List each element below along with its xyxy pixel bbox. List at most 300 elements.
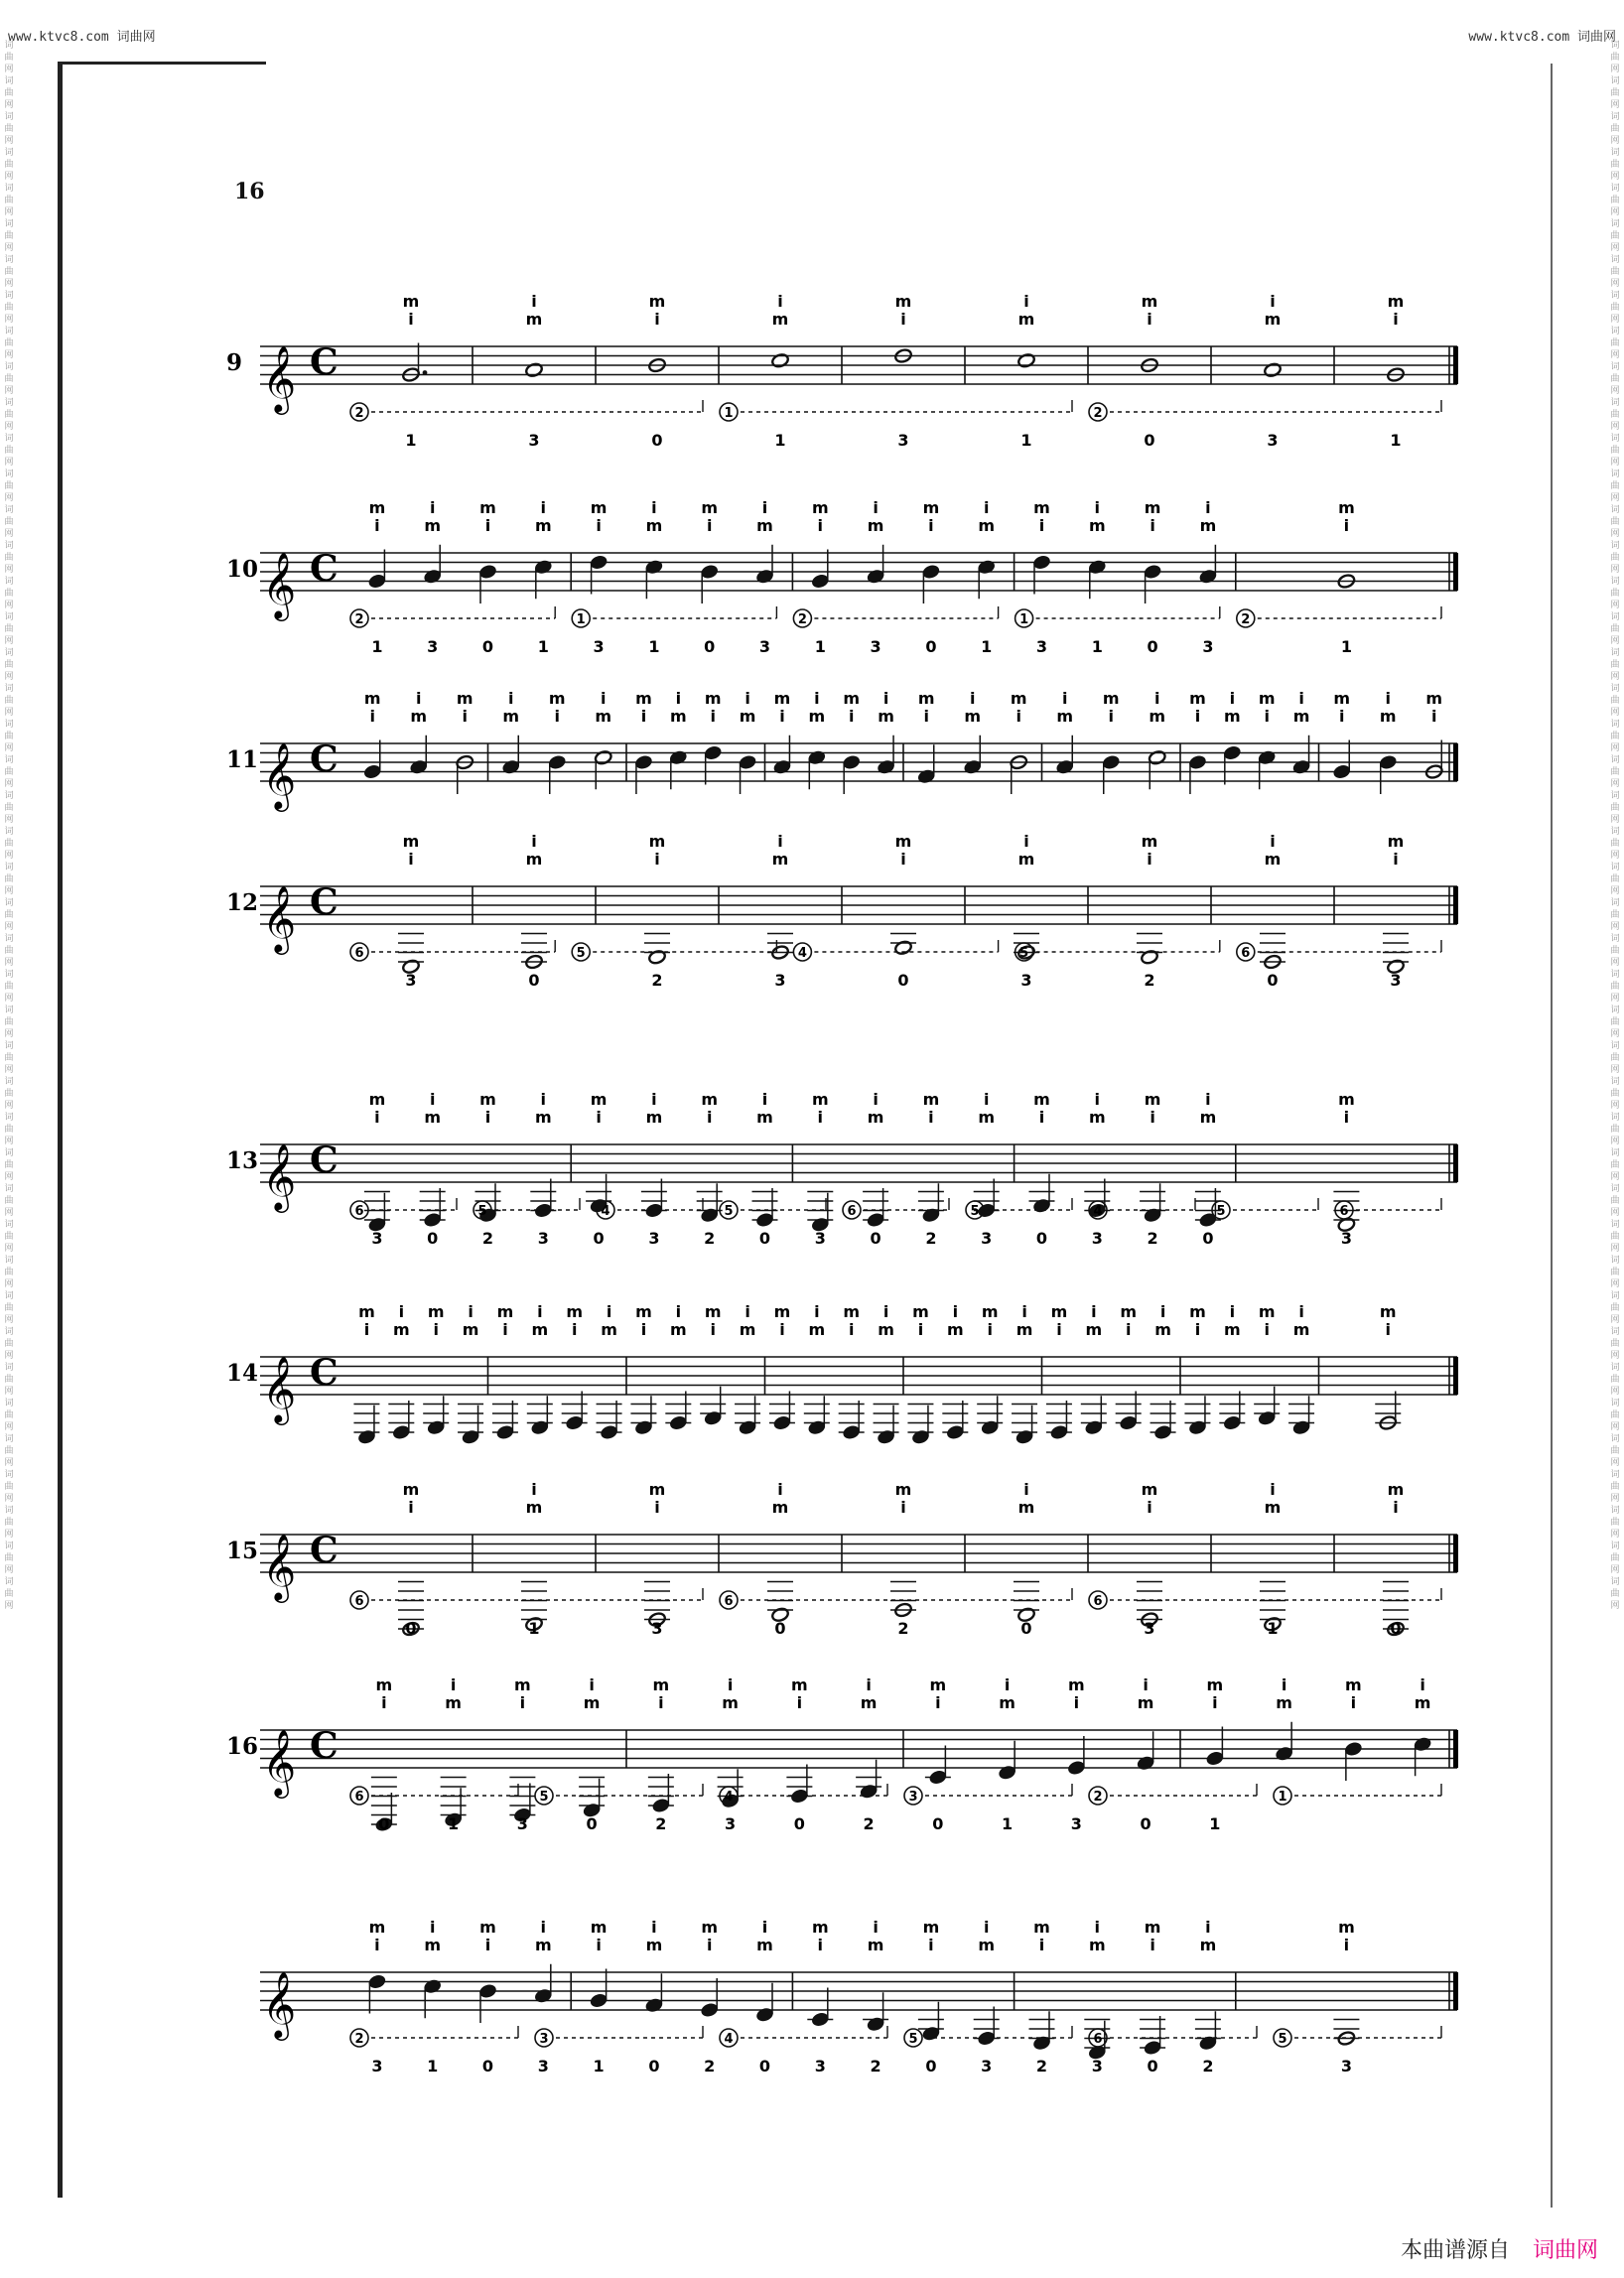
- fingering-lower: i: [1385, 1320, 1391, 1339]
- fingering-lower: m: [808, 707, 826, 726]
- fingering-upper: m: [479, 1090, 496, 1109]
- string-number: 5: [970, 1204, 980, 1219]
- fingering-upper: m: [590, 1090, 608, 1109]
- fingering-lower: i: [484, 1108, 491, 1127]
- note-head: [1153, 1424, 1172, 1440]
- fingering-upper: m: [791, 1675, 808, 1694]
- note-head: [534, 559, 553, 575]
- fret-number: 0: [897, 971, 909, 990]
- note-head: [423, 1212, 442, 1228]
- fret-number: 3: [981, 1229, 993, 1248]
- fret-number: 3: [537, 2057, 549, 2076]
- fret-number: 3: [1070, 1814, 1082, 1833]
- note-head: [700, 564, 719, 580]
- fingering-lower: i: [363, 1320, 370, 1339]
- fingering-lower: m: [1085, 1320, 1103, 1339]
- fingering-upper: m: [922, 1090, 940, 1109]
- fingering-lower: i: [1015, 707, 1021, 726]
- footer-site-link[interactable]: 词曲网: [1532, 2238, 1598, 2263]
- fingering-upper: m: [402, 832, 420, 851]
- note-head: [998, 1765, 1016, 1781]
- fingering-lower: i: [462, 707, 468, 726]
- note-head: [755, 1212, 774, 1228]
- note-head: [867, 2016, 885, 2032]
- side-watermark-right: 词曲网词曲网词曲网词曲网词曲网词曲网词曲网词曲网词曲网词曲网词曲网词曲网词曲网词曲网词曲网词曲网词曲网词曲网词曲网词曲网词曲网词曲网词曲网词曲网词曲网词曲网词曲网词曲网词曲网词曲网词曲网词曲网词曲网词曲网词曲网词曲网词曲网词曲网词曲网词曲网词曲网词曲网词曲网词曲网: [1610, 41, 1620, 1611]
- note-head: [590, 1993, 609, 2009]
- fingering-lower: i: [369, 707, 375, 726]
- note-head: [755, 2007, 774, 2023]
- fingering-lower: i: [640, 707, 647, 726]
- fret-number: 2: [870, 2057, 881, 2076]
- fingering-lower: m: [867, 516, 884, 535]
- fret-number: 3: [371, 2057, 383, 2076]
- fingering-lower: i: [484, 1936, 491, 1954]
- fingering-lower: i: [928, 516, 934, 535]
- fingering-lower: i: [928, 1936, 934, 1954]
- note-head: [1188, 754, 1207, 770]
- fingering-lower: m: [531, 1320, 549, 1339]
- fingering-lower: m: [583, 1693, 601, 1712]
- fingering-lower: m: [878, 1320, 894, 1339]
- final-barline-thick: [1453, 346, 1458, 384]
- fingering-upper: i: [450, 1675, 457, 1694]
- fret-number: 2: [863, 1814, 875, 1833]
- fingering-upper: m: [922, 498, 940, 517]
- note-head: [565, 1415, 584, 1431]
- note-head: [651, 1798, 670, 1813]
- note-head: [928, 1770, 947, 1786]
- note-head: [548, 754, 567, 770]
- fingering-upper: m: [1387, 1480, 1405, 1499]
- string-number: 4: [724, 1790, 734, 1805]
- fingering-lower: m: [1379, 707, 1397, 726]
- fret-number: 0: [1035, 1229, 1048, 1248]
- fingering-upper: i: [983, 498, 990, 517]
- fret-number: 3: [528, 431, 540, 450]
- note-head: [1055, 759, 1074, 775]
- string-number: 3: [908, 1790, 918, 1805]
- note-head: [921, 564, 940, 580]
- fingering-lower: m: [999, 1693, 1015, 1712]
- string-number: 4: [724, 2032, 734, 2047]
- fret-number: 0: [481, 637, 494, 656]
- note-head: [427, 1419, 446, 1435]
- string-number: 2: [354, 406, 364, 421]
- fingering-upper: m: [811, 498, 829, 517]
- note-head: [525, 362, 544, 378]
- fingering-upper: i: [1385, 689, 1391, 708]
- fingering-upper: m: [981, 1302, 999, 1321]
- fingering-lower: i: [900, 850, 906, 869]
- fingering-upper: i: [468, 1302, 474, 1321]
- fingering-upper: i: [1205, 498, 1211, 517]
- fret-number: 0: [1140, 1814, 1151, 1833]
- fingering-upper: i: [727, 1675, 734, 1694]
- note-head: [496, 1424, 515, 1440]
- staff-system: [226, 1090, 1458, 1248]
- fingering-upper: i: [1094, 1090, 1101, 1109]
- fingering-lower: i: [1147, 1498, 1152, 1517]
- time-signature: C: [310, 1530, 338, 1571]
- note-head: [807, 749, 826, 765]
- fingering-lower: i: [408, 310, 414, 329]
- fingering-upper: i: [1021, 1302, 1027, 1321]
- note-head: [644, 1997, 663, 2013]
- fingering-lower: m: [1056, 707, 1074, 726]
- staff-system: [226, 1675, 1458, 1833]
- fingering-lower: m: [978, 516, 996, 535]
- time-signature: C: [310, 548, 338, 590]
- fingering-upper: i: [882, 1302, 889, 1321]
- fingering-upper: m: [427, 1302, 445, 1321]
- fingering-lower: i: [1339, 707, 1345, 726]
- fingering-upper: i: [1298, 1302, 1304, 1321]
- fingering-lower: i: [381, 1693, 387, 1712]
- fingering-lower: i: [796, 1693, 803, 1712]
- note-head: [1188, 1419, 1207, 1435]
- note-head: [1223, 745, 1242, 761]
- note-head: [462, 1429, 480, 1445]
- fingering-upper: i: [952, 1302, 959, 1321]
- fingering-lower: m: [669, 1320, 687, 1339]
- fret-number: 3: [897, 431, 909, 450]
- treble-clef: 𝄞: [262, 551, 297, 618]
- note-head: [1144, 2040, 1162, 2056]
- fingering-upper: m: [368, 1918, 386, 1937]
- note-head: [1032, 1198, 1051, 1214]
- fret-number: 0: [870, 1229, 881, 1248]
- fingering-upper: i: [1205, 1918, 1211, 1937]
- note-head: [894, 940, 913, 956]
- fingering-upper: i: [1270, 292, 1276, 311]
- fingering-lower: i: [779, 1320, 785, 1339]
- time-signature: C: [310, 881, 338, 923]
- fingering-lower: i: [848, 707, 855, 726]
- final-barline-thick: [1453, 1972, 1458, 2010]
- fingering-lower: i: [848, 1320, 855, 1339]
- fingering-lower: i: [1264, 1320, 1270, 1339]
- string-number: 1: [576, 612, 586, 627]
- note-head: [1067, 1760, 1086, 1776]
- fingering-lower: m: [1292, 1320, 1310, 1339]
- fingering-lower: i: [1393, 1498, 1399, 1517]
- fingering-lower: m: [1137, 1693, 1154, 1712]
- fingering-upper: i: [606, 1302, 612, 1321]
- fingering-lower: m: [525, 850, 543, 869]
- system-number: 12: [226, 889, 259, 916]
- string-number: 3: [539, 2032, 549, 2047]
- fingering-lower: i: [374, 1108, 380, 1127]
- note-head: [977, 1203, 996, 1219]
- fingering-upper: m: [590, 1918, 608, 1937]
- fingering-upper: i: [744, 689, 750, 708]
- side-watermark-left: 词曲网词曲网词曲网词曲网词曲网词曲网词曲网词曲网词曲网词曲网词曲网词曲网词曲网词曲网词曲网词曲网词曲网词曲网词曲网词曲网词曲网词曲网词曲网词曲网词曲网词曲网词曲网词曲网词曲网词曲网词曲网词曲网词曲网词曲网词曲网词曲网词曲网词曲网词曲网词曲网词曲网词曲网词曲网词曲网: [4, 41, 14, 1611]
- note-head: [478, 564, 497, 580]
- fingering-lower: i: [408, 1498, 414, 1517]
- fingering-upper: i: [651, 498, 657, 517]
- time-signature: C: [310, 1725, 338, 1767]
- fingering-lower: m: [1088, 1936, 1106, 1954]
- dotted-note-dot: [423, 370, 428, 375]
- note-head: [807, 1419, 826, 1435]
- fingering-lower: m: [1017, 1498, 1035, 1517]
- fret-number: 0: [1390, 1619, 1402, 1638]
- fingering-upper: i: [429, 1090, 436, 1109]
- note-head: [1379, 754, 1398, 770]
- fingering-upper: m: [894, 292, 912, 311]
- fingering-upper: m: [402, 1480, 420, 1499]
- fingering-lower: i: [1194, 707, 1201, 726]
- fingering-upper: i: [1023, 1480, 1029, 1499]
- note-head: [1148, 749, 1166, 765]
- fingering-lower: m: [867, 1936, 884, 1954]
- fret-number: 2: [1147, 1229, 1158, 1248]
- string-number: 2: [1093, 1790, 1103, 1805]
- fingering-upper: m: [912, 1302, 929, 1321]
- fingering-lower: i: [571, 1320, 578, 1339]
- fingering-lower: m: [601, 1320, 617, 1339]
- note-head: [1205, 1751, 1224, 1767]
- fingering-lower: i: [1264, 707, 1270, 726]
- fingering-upper: i: [416, 689, 422, 708]
- fingering-upper: m: [1144, 1918, 1161, 1937]
- fingering-lower: i: [706, 1936, 713, 1954]
- fingering-upper: i: [531, 292, 537, 311]
- fret-number: 0: [1020, 1619, 1032, 1638]
- fingering-upper: i: [540, 498, 547, 517]
- fingering-upper: i: [1094, 1918, 1101, 1937]
- fret-number: 3: [651, 1619, 663, 1638]
- fret-number: 3: [870, 637, 881, 656]
- fingering-lower: i: [1343, 1108, 1350, 1127]
- fingering-upper: m: [1258, 1302, 1276, 1321]
- fingering-upper: i: [1091, 1302, 1097, 1321]
- note-head: [367, 1974, 386, 1990]
- fingering-lower: i: [1194, 1320, 1201, 1339]
- note-head: [1264, 362, 1283, 378]
- fingering-lower: m: [645, 1936, 663, 1954]
- fingering-upper: m: [1141, 292, 1158, 311]
- fingering-upper: i: [1281, 1675, 1287, 1694]
- fingering-lower: m: [1017, 310, 1035, 329]
- fingering-lower: m: [645, 1108, 663, 1127]
- fret-number: 3: [774, 971, 786, 990]
- fingering-lower: i: [817, 1108, 824, 1127]
- fingering-lower: m: [1264, 1498, 1282, 1517]
- fingering-upper: m: [922, 1918, 940, 1937]
- fret-number: 0: [648, 2057, 660, 2076]
- fingering-lower: m: [1199, 1936, 1217, 1954]
- fret-number: 0: [758, 2057, 771, 2076]
- note-head: [1050, 1424, 1069, 1440]
- string-number: 4: [1093, 1204, 1103, 1219]
- note-head: [1258, 749, 1277, 765]
- fingering-upper: i: [1023, 292, 1029, 311]
- string-number: 6: [354, 1594, 364, 1609]
- fingering-lower: m: [722, 1693, 739, 1712]
- fret-number: 0: [481, 2057, 494, 2076]
- system-number: 13: [226, 1147, 259, 1174]
- fingering-lower: i: [1147, 850, 1152, 869]
- fingering-lower: m: [867, 1108, 884, 1127]
- fret-number: 3: [725, 1814, 737, 1833]
- fret-number: 3: [427, 637, 439, 656]
- fingering-upper: m: [456, 689, 474, 708]
- fingering-lower: i: [519, 1693, 526, 1712]
- fingering-upper: m: [1338, 1090, 1355, 1109]
- string-number: 6: [724, 1594, 734, 1609]
- string-number: 6: [847, 1204, 857, 1219]
- fret-number: 3: [593, 637, 605, 656]
- fret-number: 1: [405, 431, 417, 450]
- fingering-upper: i: [1159, 1302, 1166, 1321]
- fret-number: 0: [586, 1814, 598, 1833]
- treble-clef: 𝄞: [262, 1142, 297, 1210]
- fret-number: 0: [793, 1814, 805, 1833]
- fingering-lower: i: [710, 707, 716, 726]
- fingering-upper: i: [814, 689, 820, 708]
- note-head: [530, 1419, 549, 1435]
- note-head: [534, 1988, 553, 2004]
- treble-clef: 𝄞: [262, 1728, 297, 1796]
- fingering-upper: m: [1120, 1302, 1138, 1321]
- fret-number: 3: [1091, 2057, 1103, 2076]
- note-head: [911, 1429, 930, 1445]
- fingering-upper: i: [1004, 1675, 1011, 1694]
- note-head: [1198, 569, 1217, 585]
- fingering-upper: m: [1144, 498, 1161, 517]
- note-head: [704, 1410, 723, 1426]
- fret-number: 2: [481, 1229, 494, 1248]
- note-head: [1032, 2035, 1051, 2051]
- fingering-upper: m: [1379, 1302, 1397, 1321]
- fingering-lower: i: [374, 516, 380, 535]
- fingering-upper: m: [1345, 1675, 1362, 1694]
- treble-clef: 𝄞: [262, 1970, 297, 2038]
- fingering-lower: m: [756, 1108, 773, 1127]
- fingering-lower: i: [900, 1498, 906, 1517]
- fingering-lower: m: [1088, 516, 1106, 535]
- fingering-lower: i: [654, 850, 660, 869]
- string-number: 1: [1019, 612, 1029, 627]
- fingering-upper: i: [1298, 689, 1304, 708]
- staff-system: [226, 689, 1458, 812]
- system-number: 15: [226, 1538, 259, 1564]
- fingering-lower: i: [596, 516, 602, 535]
- header-site-left: www.ktvc8.com 词曲网: [8, 30, 156, 45]
- fingering-upper: i: [814, 1302, 820, 1321]
- fingering-lower: m: [525, 1498, 543, 1517]
- fret-number: 0: [378, 1814, 390, 1833]
- fingering-upper: i: [1229, 689, 1236, 708]
- fingering-upper: m: [1333, 689, 1351, 708]
- fingering-upper: i: [983, 1918, 990, 1937]
- note-head: [1017, 352, 1036, 368]
- fingering-upper: i: [873, 1090, 879, 1109]
- fingering-upper: m: [1033, 498, 1050, 517]
- fingering-upper: i: [540, 1090, 547, 1109]
- fingering-upper: m: [1189, 689, 1206, 708]
- fingering-upper: m: [701, 1090, 719, 1109]
- fingering-lower: i: [433, 1320, 439, 1339]
- fingering-lower: m: [756, 1936, 773, 1954]
- fingering-lower: i: [706, 1108, 713, 1127]
- fret-number: 1: [448, 1814, 460, 1833]
- time-signature: C: [310, 341, 338, 383]
- fingering-upper: m: [514, 1675, 531, 1694]
- fingering-lower: i: [900, 310, 906, 329]
- fingering-lower: i: [706, 516, 713, 535]
- fret-number: 2: [655, 1814, 667, 1833]
- fingering-upper: m: [811, 1090, 829, 1109]
- fingering-upper: m: [368, 498, 386, 517]
- fingering-upper: i: [589, 1675, 595, 1694]
- fret-number: 0: [1147, 2057, 1158, 2076]
- note-head: [600, 1424, 618, 1440]
- fret-number: 1: [528, 1619, 540, 1638]
- fingering-upper: m: [1102, 689, 1120, 708]
- string-number: 5: [1019, 946, 1029, 961]
- fingering-upper: m: [1206, 1675, 1224, 1694]
- string-number: 5: [539, 1790, 549, 1805]
- time-signature: C: [310, 1139, 338, 1181]
- note-head: [363, 764, 382, 780]
- fingering-lower: i: [1073, 1693, 1080, 1712]
- fingering-upper: i: [1205, 1090, 1211, 1109]
- note-head: [917, 768, 936, 784]
- string-number: 2: [1093, 406, 1103, 421]
- note-head: [392, 1424, 411, 1440]
- string-number: 5: [576, 946, 586, 961]
- fingering-lower: m: [1149, 707, 1166, 726]
- fingering-upper: m: [701, 1918, 719, 1937]
- fingering-upper: m: [375, 1675, 393, 1694]
- fingering-upper: m: [496, 1302, 514, 1321]
- header-site-right: www.ktvc8.com 词曲网: [1468, 30, 1616, 45]
- fingering-upper: m: [1338, 498, 1355, 517]
- note-head: [1332, 764, 1351, 780]
- fingering-upper: i: [398, 1302, 405, 1321]
- fingering-lower: i: [374, 1936, 380, 1954]
- fingering-lower: i: [917, 1320, 924, 1339]
- fingering-lower: m: [1088, 1108, 1106, 1127]
- note-head: [409, 759, 428, 775]
- fret-number: 2: [925, 1229, 937, 1248]
- fret-number: 3: [1144, 1619, 1155, 1638]
- fingering-lower: i: [987, 1320, 993, 1339]
- fingering-upper: i: [761, 498, 768, 517]
- fingering-lower: i: [654, 1498, 660, 1517]
- fingering-upper: i: [1062, 689, 1068, 708]
- fingering-lower: i: [654, 310, 660, 329]
- string-number: 5: [1216, 1204, 1226, 1219]
- note-head: [1119, 1415, 1138, 1431]
- fret-number: 0: [1144, 431, 1155, 450]
- fingering-upper: i: [1023, 832, 1029, 851]
- fingering-lower: m: [978, 1108, 996, 1127]
- fingering-upper: m: [1141, 1480, 1158, 1499]
- note-head: [877, 759, 895, 775]
- fingering-upper: m: [479, 1918, 496, 1937]
- fingering-lower: m: [534, 1108, 552, 1127]
- fingering-upper: i: [1270, 1480, 1276, 1499]
- fingering-upper: i: [531, 832, 537, 851]
- note-head: [773, 759, 792, 775]
- fingering-lower: m: [424, 516, 442, 535]
- fingering-lower: m: [808, 1320, 826, 1339]
- fingering-upper: i: [651, 1090, 657, 1109]
- note-head: [981, 1419, 1000, 1435]
